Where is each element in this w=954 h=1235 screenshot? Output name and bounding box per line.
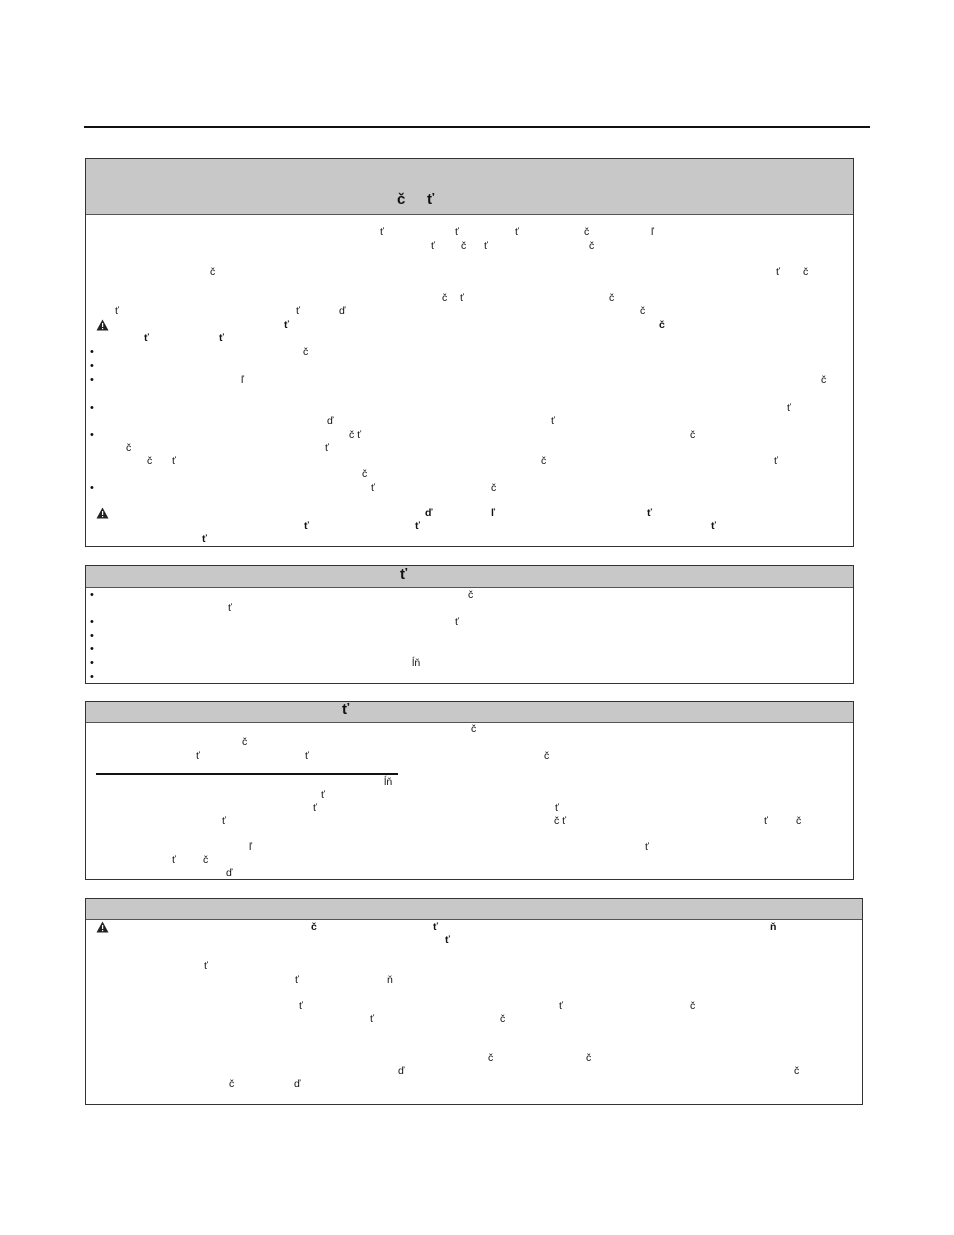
glyph: ň xyxy=(770,921,777,933)
glyph: ť xyxy=(645,841,649,853)
glyph: ť xyxy=(380,226,384,238)
glyph: č xyxy=(311,921,317,933)
glyph: ť xyxy=(144,332,150,344)
bullet-dot: • xyxy=(90,671,94,683)
section-header xyxy=(86,899,862,920)
glyph: č xyxy=(690,1000,696,1012)
bullet-dot: • xyxy=(90,482,94,494)
bullet-dot: • xyxy=(90,630,94,642)
glyph: ť xyxy=(776,266,780,278)
glyph: č xyxy=(589,240,595,252)
maintenance-section xyxy=(85,898,863,1105)
glyph: ť xyxy=(455,226,459,238)
glyph: ď xyxy=(327,415,334,427)
glyph: ľ xyxy=(249,841,253,853)
glyph: č xyxy=(500,1013,506,1025)
header-glyph: ť xyxy=(342,701,350,718)
usage-section xyxy=(85,565,854,684)
glyph: č xyxy=(210,266,216,278)
glyph: ť xyxy=(295,974,299,986)
bullet-dot: • xyxy=(90,589,94,601)
glyph: č xyxy=(690,429,696,441)
glyph: ť xyxy=(219,332,225,344)
glyph: ť xyxy=(115,305,119,317)
bullet-dot: • xyxy=(90,374,94,386)
glyph: ť xyxy=(321,789,325,801)
glyph: č xyxy=(362,468,368,480)
bullet-dot: • xyxy=(90,360,94,372)
glyph: ť xyxy=(445,934,451,946)
warning-triangle-icon xyxy=(96,319,109,331)
glyph: ť xyxy=(228,602,232,614)
glyph: ť xyxy=(202,533,208,545)
glyph: ť xyxy=(370,1013,374,1025)
glyph: ď xyxy=(226,867,233,879)
glyph: ľ xyxy=(491,507,496,519)
glyph: ť xyxy=(172,854,176,866)
glyph: č xyxy=(242,736,248,748)
glyph: ť xyxy=(764,815,768,827)
glyph: ť xyxy=(284,319,290,331)
header-glyph: ť xyxy=(400,566,408,583)
glyph: ĺň xyxy=(412,657,421,669)
section-header xyxy=(86,159,853,215)
glyph: ť xyxy=(313,802,317,814)
glyph: ť xyxy=(299,1000,303,1012)
glyph: č xyxy=(803,266,809,278)
glyph: ť xyxy=(371,482,375,494)
glyph: č xyxy=(541,455,547,467)
glyph: ť xyxy=(222,815,226,827)
glyph: ď xyxy=(294,1078,301,1090)
bullet-dot: • xyxy=(90,402,94,414)
glyph: č xyxy=(491,482,497,494)
glyph: č xyxy=(229,1078,235,1090)
glyph: č xyxy=(442,292,448,304)
bullet-dot: • xyxy=(90,429,94,441)
glyph: ĺň xyxy=(384,776,393,788)
glyph: ď xyxy=(339,305,346,317)
section-header xyxy=(86,566,853,588)
glyph: ť xyxy=(711,520,717,532)
glyph: ť xyxy=(296,305,300,317)
glyph: č xyxy=(461,240,467,252)
glyph: č ť xyxy=(554,815,567,827)
operation-section xyxy=(85,701,854,880)
glyph: ť xyxy=(787,402,791,414)
glyph: ť xyxy=(551,415,555,427)
header-glyph: č xyxy=(397,191,406,208)
glyph: ď xyxy=(425,507,433,519)
glyph: č xyxy=(796,815,802,827)
glyph: ť xyxy=(196,750,200,762)
glyph: ť xyxy=(433,921,439,933)
glyph: ť xyxy=(431,240,435,252)
glyph: č xyxy=(468,589,474,601)
glyph: č xyxy=(584,226,590,238)
glyph: č xyxy=(794,1065,800,1077)
glyph: ť xyxy=(484,240,488,252)
glyph: č xyxy=(586,1052,592,1064)
safety-instructions-section xyxy=(85,158,854,547)
glyph: ť xyxy=(647,507,653,519)
glyph: ť xyxy=(172,455,176,467)
glyph: č xyxy=(203,854,209,866)
glyph: ľ xyxy=(651,226,655,238)
glyph: č xyxy=(147,455,153,467)
glyph: ň xyxy=(387,974,393,986)
glyph: č xyxy=(821,374,827,386)
glyph: č xyxy=(471,723,477,735)
glyph: ť xyxy=(304,520,310,532)
glyph: ť xyxy=(204,960,208,972)
glyph: ť xyxy=(774,455,778,467)
glyph: č xyxy=(609,292,615,304)
glyph: ť xyxy=(515,226,519,238)
underline-rule xyxy=(96,773,398,775)
section-header xyxy=(86,702,853,723)
bullet-dot: • xyxy=(90,346,94,358)
bullet-dot: • xyxy=(90,616,94,628)
top-rule xyxy=(84,126,870,128)
glyph: ť xyxy=(415,520,421,532)
glyph: č xyxy=(488,1052,494,1064)
glyph: ť xyxy=(305,750,309,762)
glyph: č xyxy=(659,319,665,331)
glyph: ť xyxy=(555,802,559,814)
glyph: č xyxy=(303,346,309,358)
warning-triangle-icon xyxy=(96,507,109,519)
glyph: č ť xyxy=(349,429,362,441)
glyph: ť xyxy=(460,292,464,304)
glyph: ľ xyxy=(241,374,245,386)
glyph: ť xyxy=(455,616,459,628)
glyph: ť xyxy=(559,1000,563,1012)
glyph: ď xyxy=(398,1065,405,1077)
bullet-dot: • xyxy=(90,657,94,669)
glyph: č xyxy=(544,750,550,762)
glyph: ť xyxy=(325,442,329,454)
bullet-dot: • xyxy=(90,643,94,655)
header-glyph: ť xyxy=(427,191,435,208)
glyph: č xyxy=(126,442,132,454)
warning-triangle-icon xyxy=(96,921,109,933)
glyph: č xyxy=(640,305,646,317)
